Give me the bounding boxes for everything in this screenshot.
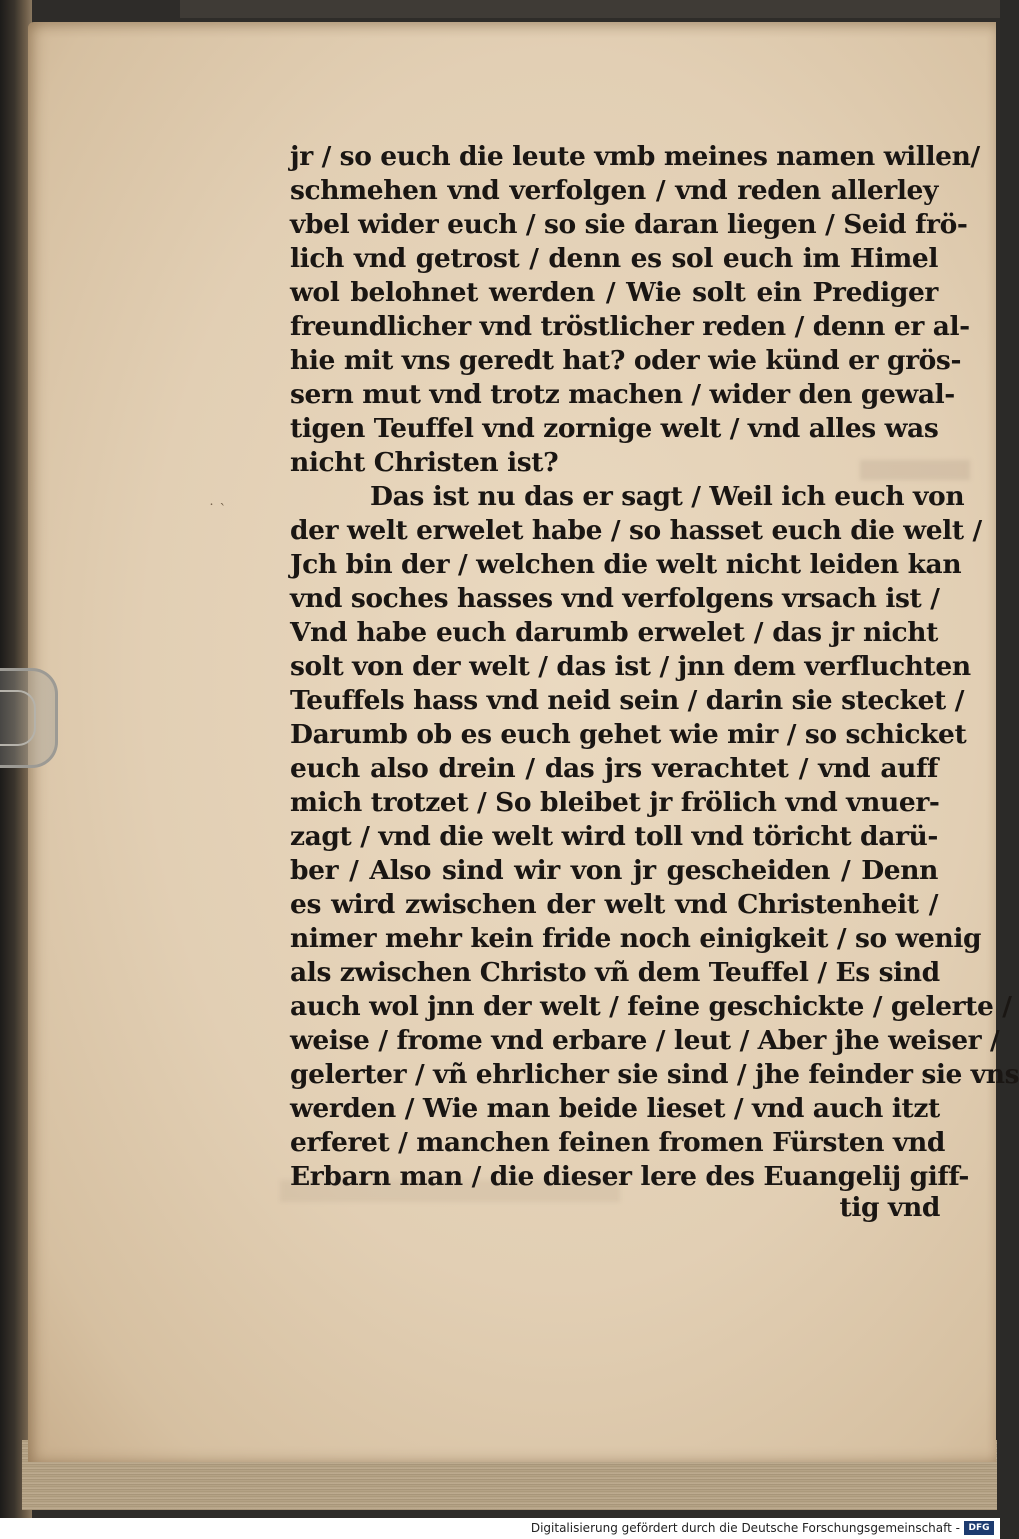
text-line: nimer mehr kein fride noch einigkeit / so wenig (290, 923, 982, 954)
text-line: jr / so euch die leute vmb meines namen willen/ (290, 141, 980, 172)
text-line: solt von der welt / das ist / jnn dem verfluchten (290, 651, 971, 682)
text-line: mich trotzet / So bleibet jr frölich vnd vnuer- (290, 787, 940, 818)
text-line: Jch bin der / welchen die welt nicht leiden kan (290, 549, 962, 580)
text-line: der welt erwelet habe / so hasset euch die welt / (290, 515, 982, 546)
text-line: tigen Teuffel vnd zornige welt / vnd alles was (290, 413, 939, 444)
digitization-footer (0, 1518, 1000, 1539)
text-line: es wird zwischen der welt vnd Christenheit / (290, 889, 938, 920)
dfg-logo-icon: DFG (964, 1521, 994, 1535)
text-line: als zwischen Christo vñ dem Teuffel / Es sind (290, 957, 940, 988)
text-line: vnd soches hasses vnd verfolgens vrsach ist / (290, 583, 940, 614)
text-line: vbel wider euch / so sie daran liegen / Seid frö- (290, 209, 968, 240)
catchword: tig vnd (839, 1192, 940, 1223)
text-line: sern mut vnd trotz machen / wider den gewal- (290, 379, 955, 410)
text-line: Das ist nu das er sagt / Weil ich euch von (370, 481, 965, 512)
text-line: Darumb ob es euch gehet wie mir / so schicket (290, 719, 967, 750)
text-line: auch wol jnn der welt / feine geschickte / gelerte / (290, 991, 1012, 1022)
text-line: ber / Also sind wir von jr gescheiden / Denn (290, 855, 938, 886)
text-line: Erbarn man / die dieser lere des Euangelij giff- (290, 1161, 970, 1192)
text-line: weise / frome vnd erbare / leut / Aber jhe weiser / (290, 1025, 1000, 1056)
body-text (290, 140, 1019, 1194)
footer-credit: Digitalisierung gefördert durch die Deutsche Forschungsgemeinschaft - (530, 1521, 960, 1535)
page-clip-inner (0, 690, 36, 746)
text-line: lich vnd getrost / denn es sol euch im Himel (290, 243, 938, 274)
margin-mark: ˙ ˋ (208, 502, 227, 518)
text-line: wol belohnet werden / Wie solt ein Prediger (290, 277, 938, 308)
text-line: freundlicher vnd tröstlicher reden / denn er al- (290, 311, 970, 342)
text-line: schmehen vnd verfolgen / vnd reden allerley (290, 175, 938, 206)
top-dark-band (180, 0, 1000, 18)
text-line: werden / Wie man beide lieset / vnd auch itzt (290, 1093, 940, 1124)
text-line: hie mit vns geredt hat? oder wie künd er grös- (290, 345, 962, 376)
text-line: Teuffels hass vnd neid sein / darin sie stecket / (290, 685, 965, 716)
text-line: nicht Christen ist? (290, 447, 559, 478)
text-line: gelerter / vñ ehrlicher sie sind / jhe feinder sie vns (290, 1059, 1019, 1090)
text-line: euch also drein / das jrs verachtet / vnd auff (290, 753, 938, 784)
text-line: erferet / manchen feinen fromen Fürsten vnd (290, 1127, 945, 1158)
text-line: zagt / vnd die welt wird toll vnd töricht darü- (290, 821, 938, 852)
text-line: Vnd habe euch darumb erwelet / das jr nicht (290, 617, 938, 648)
